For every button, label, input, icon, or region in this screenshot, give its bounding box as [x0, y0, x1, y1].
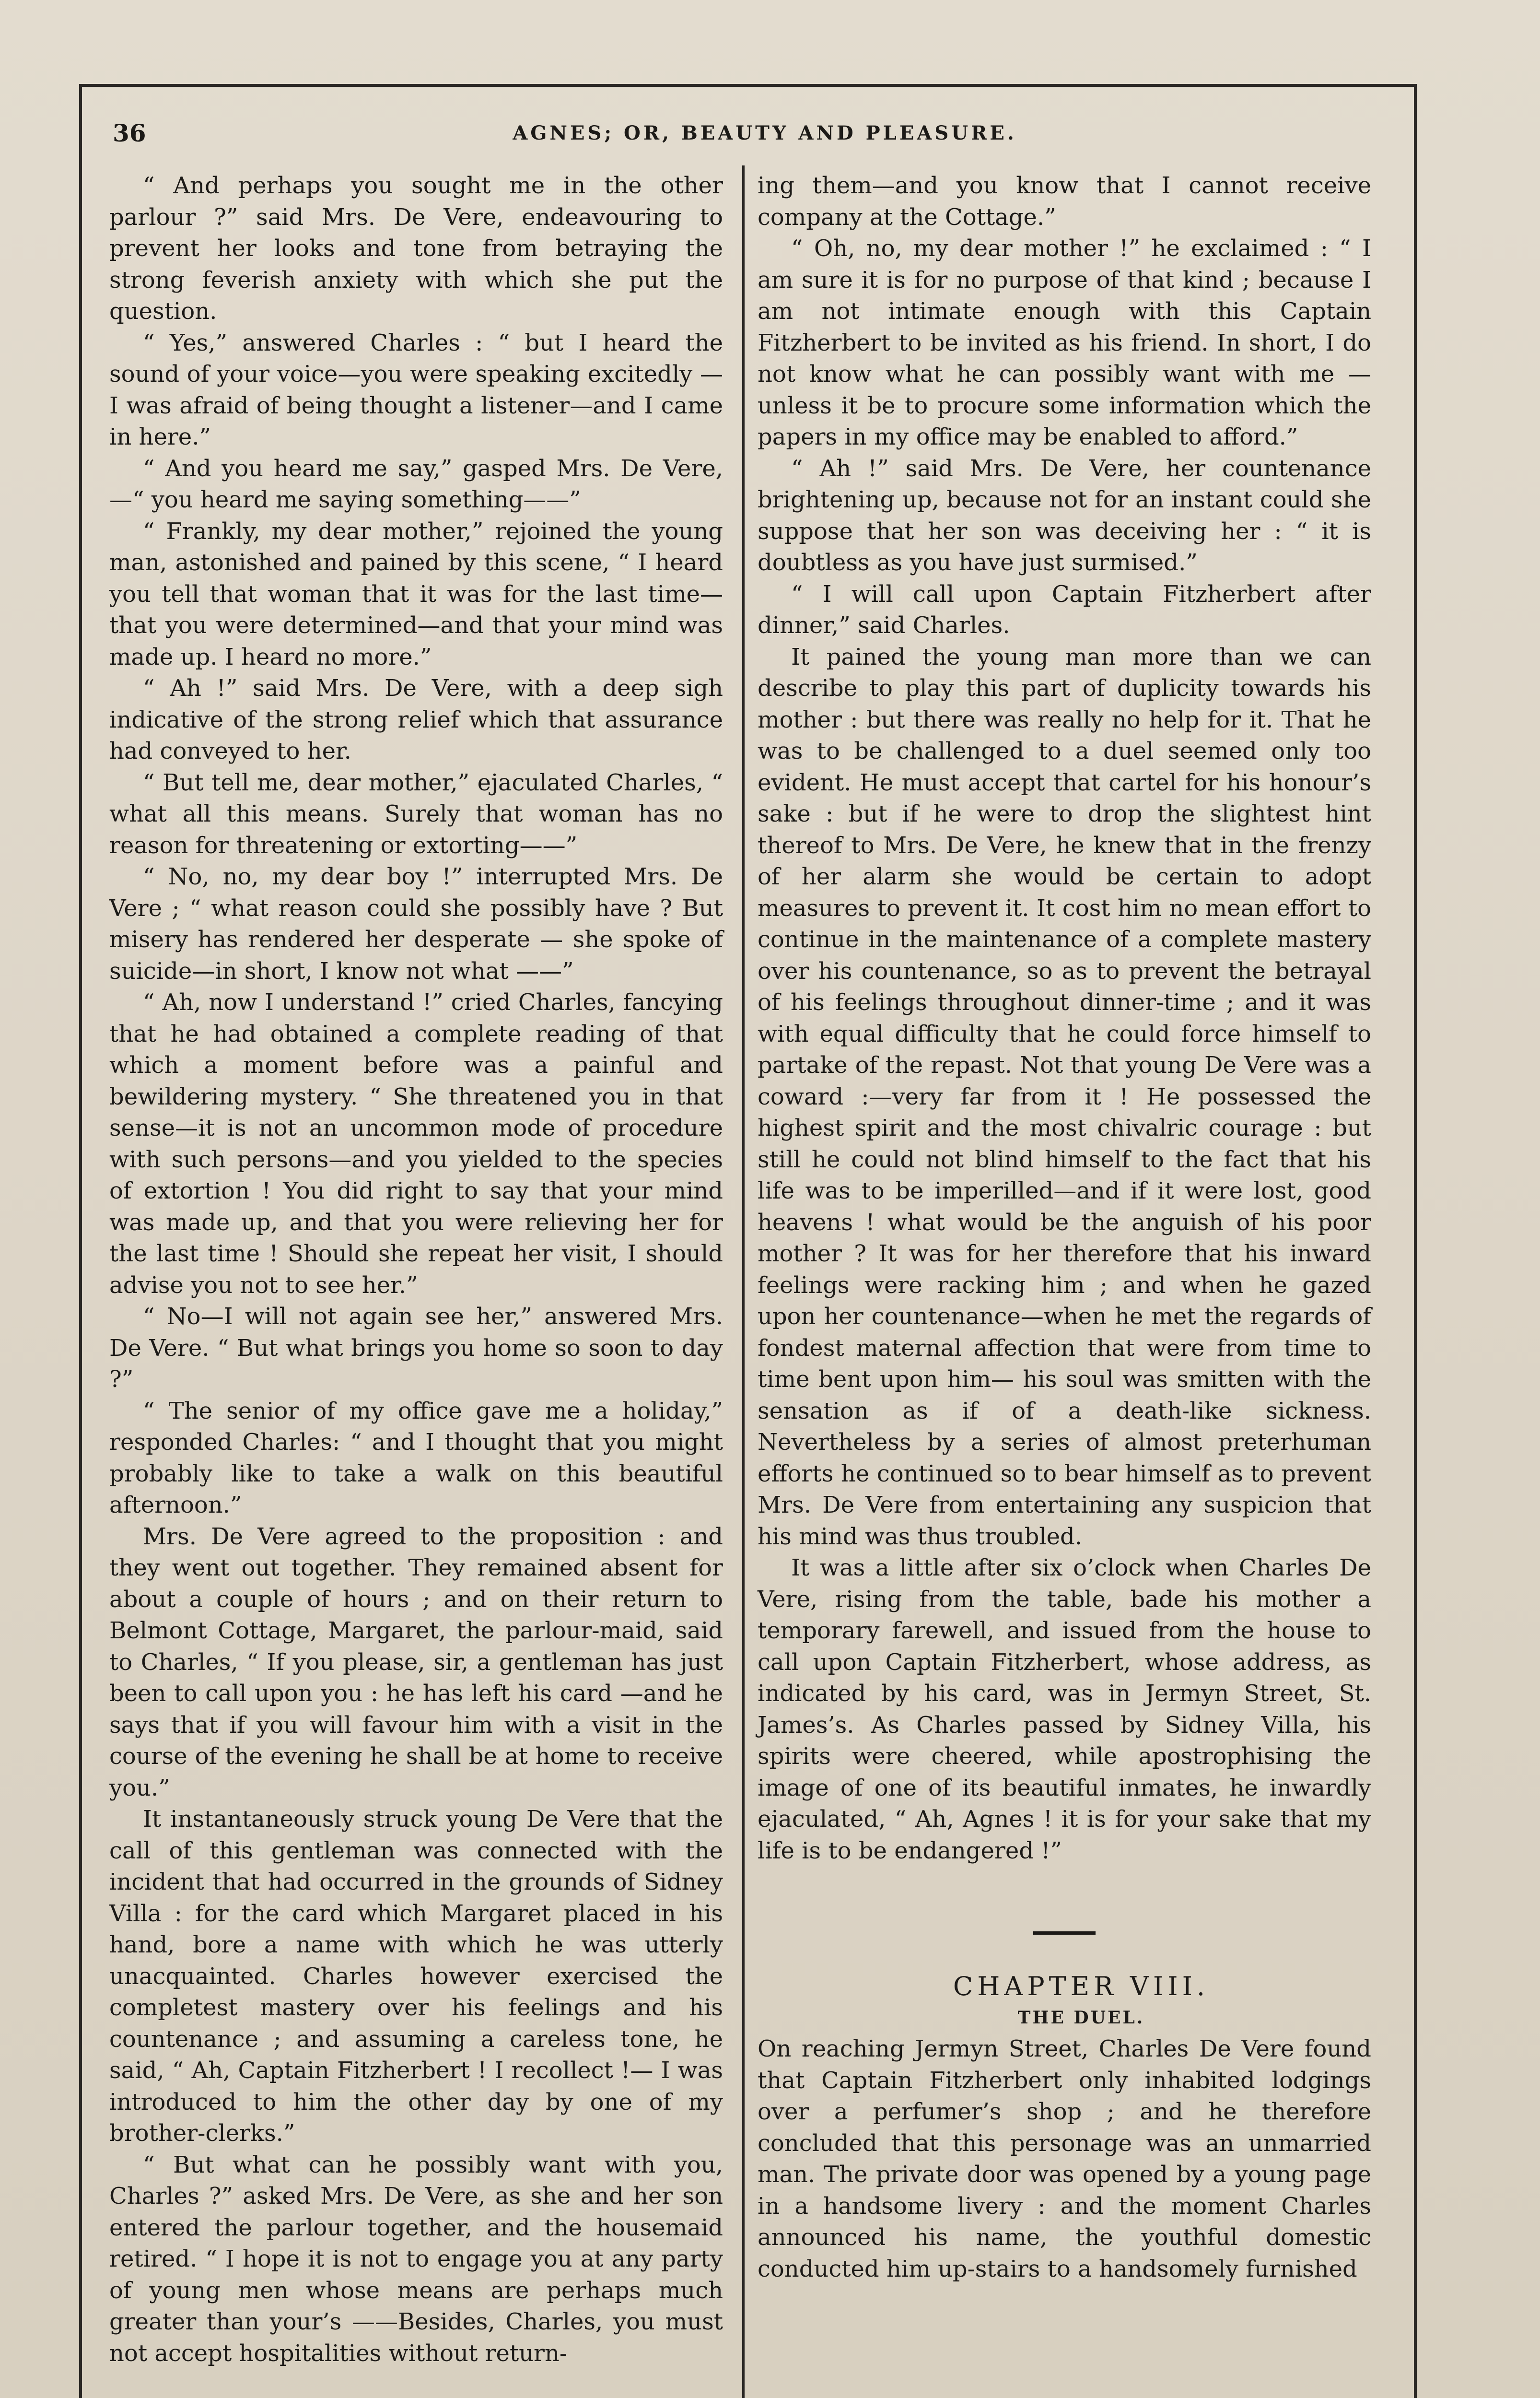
- chapter-subtitle: THE DUEL.: [1017, 2007, 1145, 2028]
- paragraph: “ And you heard me say,” gasped Mrs. De Vere, —“ you heard me saying something——”: [109, 455, 723, 513]
- running-head: AGNES; OR, BEAUTY AND PLEASURE.: [513, 122, 1017, 144]
- right-column: [758, 170, 1371, 2285]
- paragraph: “ I will call upon Captain Fitzherbert after dinner,” said Charles.: [758, 580, 1371, 639]
- page-number: 36: [113, 119, 146, 147]
- paragraph: “ Oh, no, my dear mother !” he exclaimed : “ I am sure it is for no purpose of that kind ; because I am not intimate enough with this Captain Fitzherbert to be invited as his friend. In short, I do not know what he can possibly want with me —unless it be to procure some information which the papers in my office may be enabled to afford.”: [758, 235, 1371, 450]
- paragraph: Mrs. De Vere agreed to the proposition : and they went out together. They remained absent for about a couple of hours ; and on their return to Belmont Cottage, Margaret, the parlour-maid, said to Charles, “ If you please, sir, a gentleman has just been to call upon you : he has left his card —and he says that if you will favour him with a visit in the course of the evening he shall be at home to receive you.”: [109, 1523, 723, 1801]
- paragraph: “ Ah !” said Mrs. De Vere, her countenance brightening up, because not for an instant could she suppose that her son was deceiving her : “ it is doubtless as you have just surmised.”: [758, 455, 1371, 576]
- paragraph: “ Frankly, my dear mother,” rejoined the young man, astonished and pained by this scene, “ I heard you tell that woman that it was for the last time—that you were determined—and that your mind was made up. I heard no more.”: [109, 517, 723, 670]
- paragraph: “ But what can he possibly want with you, Charles ?” asked Mrs. De Vere, as she and her son entered the parlour together, and the housemaid retired. “ I hope it is not to engage you at any party of young men whose means are perhaps much greater than your’s ——Besides, Charles, you must not accept hospitalities without return-: [109, 2151, 723, 2367]
- left-column: [109, 170, 723, 2369]
- paragraph: “ The senior of my office gave me a holiday,” responded Charles: “ and I thought that you might probably like to take a walk on this beautiful afternoon.”: [109, 1397, 723, 1518]
- page-header: [113, 119, 1417, 153]
- paragraph: It was a little after six o’clock when Charles De Vere, rising from the table, bade his mother a temporary farewell, and issued from the house to call upon Captain Fitzherbert, whose address, as indicated by his card, was in Jermyn Street, St. James’s. As Charles passed by Sidney Villa, his spirits were cheered, while apostrophising the image of one of its beautiful inmates, he inwardly ejaculated, “ Ah, Agnes ! it is for your sake that my life is to be endangered !”: [758, 1554, 1371, 1864]
- paragraph: “ Ah !” said Mrs. De Vere, with a deep sigh indicative of the strong relief which that assurance had conveyed to her.: [109, 675, 723, 764]
- chapter-opening-paragraph: On reaching Jermyn Street, Charles De Vere found that Captain Fitzherbert only inhabited lodgings over a perfumer’s shop ; and he therefore concluded that this personage was an unmarried man. The private door was opened by a young page in a handsome livery : and the moment Charles announced his name, the youthful domestic conducted him up-stairs to a handsomely furnished: [758, 2035, 1371, 2282]
- paragraph: “ No—I will not again see her,” answered Mrs. De Vere. “ But what brings you home so soon to day ?”: [109, 1303, 723, 1393]
- paragraph: “ And perhaps you sought me in the other parlour ?” said Mrs. De Vere, endeavouring to prevent her looks and tone from betraying the strong feverish anxiety with which she put the question.: [109, 172, 723, 325]
- section-rule: [1033, 1931, 1096, 1935]
- paragraph: “ But tell me, dear mother,” ejaculated Charles, “ what all this means. Surely that woman has no reason for threatening or extorting——”: [109, 769, 723, 859]
- paragraph: ing them—and you know that I cannot receive company at the Cottage.”: [758, 172, 1371, 231]
- paragraph: It instantaneously struck young De Vere that the call of this gentleman was connected with the incident that had occurred in the grounds of Sidney Villa : for the card which Margaret placed in his hand, bore a name with which he was utterly unacquainted. Charles however exercised the completest mastery over his feelings and his countenance ; and assuming a careless tone, he said, “ Ah, Captain Fitzherbert ! I recollect !— I was introduced to him the other day by one of my brother-clerks.”: [109, 1806, 723, 2147]
- chapter-title: CHAPTER VIII.: [953, 1971, 1210, 2001]
- paragraph: It pained the young man more than we can describe to play this part of duplicity towards his mother : but there was really no help for it. That he was to be challenged to a duel seemed only too evident. He must accept that cartel for his honour’s sake : but if he were to drop the slightest hint thereof to Mrs. De Vere, he knew that in the frenzy of her alarm she would be certain to adopt measures to prevent it. It cost him no mean effort to continue in the maintenance of a complete mastery over his countenance, so as to prevent the betrayal of his feelings throughout dinner-time ; and it was with equal difficulty that he could force himself to partake of the repast. Not that young De Vere was a coward :—very far from it ! He possessed the highest spirit and the most chivalric courage : but still he could not blind himself to the fact that his life was to be imperilled—and if it were lost, good heavens ! what would be the anguish of his poor mother ? It was for her therefore that his inward feelings were racking him ; and when he gazed upon her countenance—when he met the regards of fondest maternal affection that were from time to time bent upon him— his soul was smitten with the sensation as if of a death-like sickness. Nevertheless by a series of almost preterhuman efforts he continued so to bear himself as to prevent Mrs. De Vere from entertaining any suspicion that his mind was thus troubled.: [758, 643, 1371, 1550]
- column-divider: [742, 165, 745, 2398]
- paragraph: “ Ah, now I understand !” cried Charles, fancying that he had obtained a complete reading of that which a moment before was a painful and bewildering mystery. “ She threatened you in that sense—it is not an uncommon mode of procedure with such persons—and you yielded to the species of extortion ! You did right to say that your mind was made up, and that you were relieving her for the last time ! Should she repeat her visit, I should advise you not to see her.”: [109, 989, 723, 1299]
- paragraph: “ Yes,” answered Charles : “ but I heard the sound of your voice—you were speaking excitedly —I was afraid of being thought a listener—and I came in here.”: [109, 329, 723, 450]
- paragraph: “ No, no, my dear boy !” interrupted Mrs. De Vere ; “ what reason could she possibly have ? But misery has rendered her desperate — she spoke of suicide—in short, I know not what ——”: [109, 863, 723, 985]
